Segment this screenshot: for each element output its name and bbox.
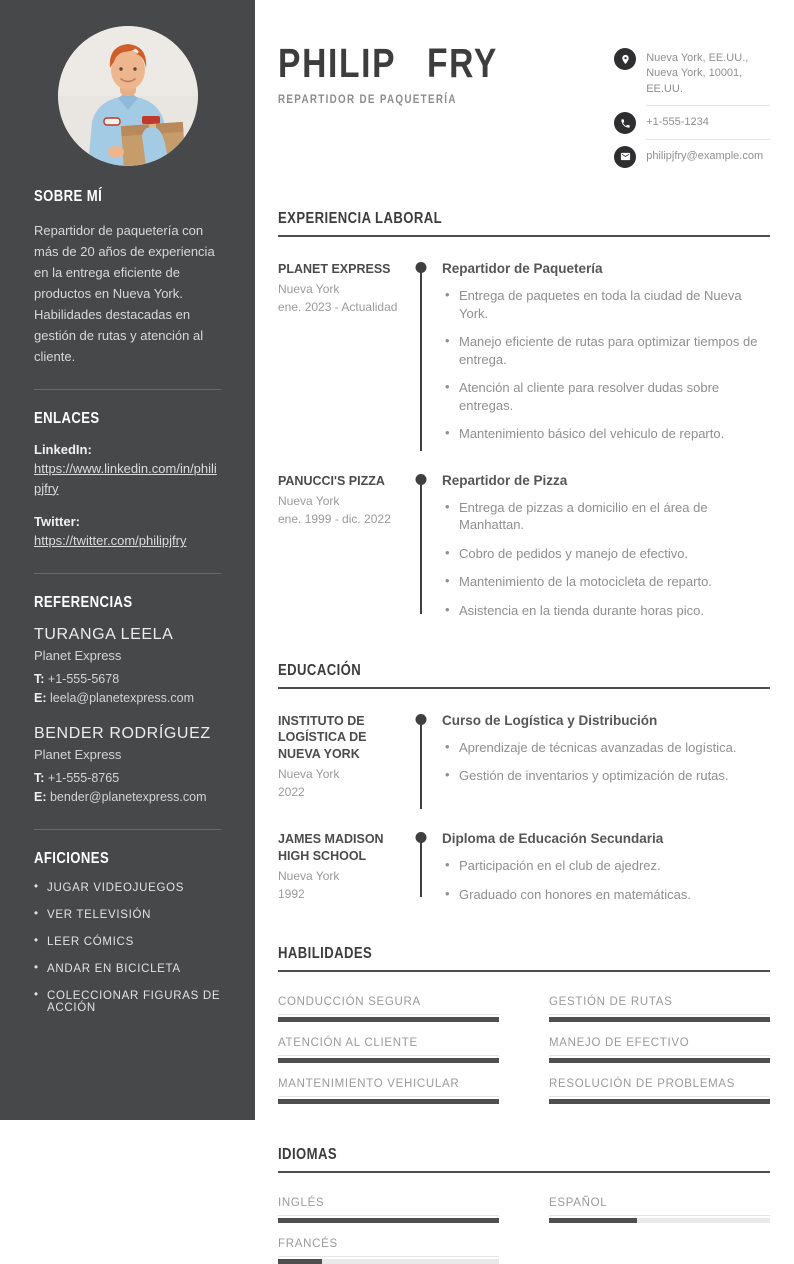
company-name: PLANET EXPRESS bbox=[278, 261, 391, 276]
reference-name: BENDER RODRÍGUEZ bbox=[34, 724, 211, 742]
languages-heading: IDIOMAS bbox=[278, 1146, 338, 1164]
job-meta bbox=[278, 261, 400, 443]
education-meta bbox=[278, 831, 400, 903]
phone-label: T: bbox=[34, 770, 45, 785]
contact-email: philipjfry@example.com bbox=[646, 149, 764, 162]
skill-label: GESTIÓN DE RUTAS bbox=[549, 996, 770, 1015]
skill-bar-fill bbox=[278, 1099, 499, 1104]
skill-item bbox=[278, 1037, 499, 1063]
language-label: FRANCÉS bbox=[278, 1238, 499, 1257]
skill-bar bbox=[278, 1017, 499, 1022]
job-bullet: • Mantenimiento básico del vehiculo de reparto. bbox=[442, 425, 770, 443]
degree-title: Curso de Logística y Distribución bbox=[442, 712, 658, 728]
skills-section bbox=[278, 945, 770, 1104]
reference-item bbox=[34, 725, 221, 808]
skill-bar bbox=[549, 1058, 770, 1063]
reference-name: TURANGA LEELA bbox=[34, 625, 174, 643]
skills-heading: HABILIDADES bbox=[278, 945, 373, 963]
school-name: INSTITUTO DE LOGÍSTICA DE NUEVA YORK bbox=[278, 713, 367, 762]
languages-grid bbox=[278, 1197, 770, 1264]
reference-email bbox=[34, 689, 221, 708]
timeline-marker bbox=[412, 261, 430, 443]
location-icon bbox=[614, 48, 636, 70]
language-bar bbox=[278, 1259, 499, 1264]
profile-photo-illustration bbox=[58, 26, 198, 166]
linkedin-link[interactable]: https://www.linkedin.com/in/philipjfry bbox=[34, 461, 217, 496]
skill-label: ATENCIÓN AL CLIENTE bbox=[278, 1037, 499, 1056]
skill-label: MANEJO DE EFECTIVO bbox=[549, 1037, 770, 1056]
skill-bar bbox=[278, 1058, 499, 1063]
sidebar-divider bbox=[34, 389, 221, 390]
section-rule bbox=[278, 1171, 770, 1173]
skill-bar bbox=[549, 1099, 770, 1104]
language-label: INGLÉS bbox=[278, 1197, 499, 1216]
references-section bbox=[34, 594, 221, 808]
sidebar bbox=[0, 0, 255, 1120]
skill-item bbox=[278, 996, 499, 1022]
link-item-linkedin bbox=[34, 442, 221, 498]
profile-photo bbox=[58, 26, 198, 166]
contact-row-email bbox=[614, 146, 770, 172]
phone-label: T: bbox=[34, 671, 45, 686]
skill-item bbox=[278, 1078, 499, 1104]
skill-bar-fill bbox=[278, 1017, 499, 1022]
phone-value: +1-555-5678 bbox=[47, 671, 120, 686]
job-location: Nueva York bbox=[278, 493, 340, 508]
skill-bar-fill bbox=[278, 1058, 499, 1063]
job-entry bbox=[278, 473, 770, 620]
education-meta bbox=[278, 713, 400, 802]
education-bullet: • Graduado con honores en matemáticas. bbox=[442, 886, 770, 904]
about-section bbox=[34, 188, 221, 367]
company-name: PANUCCI'S PIZZA bbox=[278, 473, 385, 488]
language-item bbox=[278, 1197, 499, 1223]
school-dates: 2022 bbox=[278, 785, 305, 800]
contact-row-phone bbox=[614, 112, 770, 145]
school-location: Nueva York bbox=[278, 767, 340, 782]
link-label: LinkedIn: bbox=[34, 442, 92, 458]
email-label: E: bbox=[34, 789, 47, 804]
twitter-link[interactable]: https://twitter.com/philipjfry bbox=[34, 533, 187, 549]
email-value: bender@planetexpress.com bbox=[49, 789, 207, 804]
contact-phone: +1-555-1234 bbox=[646, 112, 770, 139]
first-name: PHILIP bbox=[278, 40, 397, 86]
link-label: Twitter: bbox=[34, 514, 80, 530]
contact-location: Nueva York, EE.UU., Nueva York, 10001, EE.UU. bbox=[646, 48, 770, 106]
education-bullet: • Aprendizaje de técnicas avanzadas de logística. bbox=[442, 739, 770, 757]
reference-company: Planet Express bbox=[34, 746, 122, 762]
skill-item bbox=[549, 996, 770, 1022]
job-dates: ene. 2023 - Actualidad bbox=[278, 299, 398, 314]
reference-phone bbox=[34, 769, 221, 788]
position-title: Repartidor de Paquetería bbox=[442, 260, 603, 276]
phone-icon bbox=[614, 112, 636, 134]
job-bullet: • Entrega de paquetes en toda la ciudad de Nueva York. bbox=[442, 287, 770, 322]
job-detail bbox=[442, 261, 770, 443]
education-bullet: • Participación en el club de ajedrez. bbox=[442, 857, 770, 875]
hobbies-heading: AFICIONES bbox=[34, 850, 110, 868]
position-title: Repartidor de Pizza bbox=[442, 472, 568, 488]
phone-value: +1-555-8765 bbox=[47, 770, 120, 785]
links-heading: ENLACES bbox=[34, 410, 100, 428]
language-item bbox=[278, 1238, 499, 1264]
degree-title: Diploma de Educación Secundaria bbox=[442, 831, 664, 847]
job-detail bbox=[442, 473, 770, 620]
resume-header bbox=[278, 40, 770, 172]
language-bar-fill bbox=[278, 1259, 322, 1264]
school-dates: 1992 bbox=[278, 886, 305, 901]
link-item-twitter bbox=[34, 514, 221, 551]
section-rule bbox=[278, 687, 770, 689]
job-bullet: • Manejo eficiente de rutas para optimizar tiempos de entrega. bbox=[442, 333, 770, 368]
language-label: ESPAÑOL bbox=[549, 1197, 770, 1216]
job-bullet: • Mantenimiento de la motocicleta de reparto. bbox=[442, 573, 770, 591]
email-icon bbox=[614, 146, 636, 168]
education-detail bbox=[442, 831, 770, 903]
language-bar-fill bbox=[549, 1218, 637, 1223]
hobby-item: • COLECCIONAR FIGURAS DE ACCIÓN bbox=[34, 990, 221, 1014]
education-bullet: • Gestión de inventarios y optimización de rutas. bbox=[442, 767, 770, 785]
references-heading: REFERENCIAS bbox=[34, 593, 133, 611]
job-bullets bbox=[442, 499, 770, 620]
job-bullet: • Entrega de pizzas a domicilio en el área de Manhattan. bbox=[442, 499, 770, 534]
hobbies-section bbox=[34, 850, 221, 1014]
job-entry bbox=[278, 261, 770, 473]
name-block bbox=[278, 40, 614, 172]
skill-bar-fill bbox=[549, 1017, 770, 1022]
education-heading: EDUCACIÓN bbox=[278, 661, 362, 679]
hobby-item: • ANDAR EN BICICLETA bbox=[34, 963, 221, 975]
job-bullet: • Asistencia en la tienda durante horas pico. bbox=[442, 602, 770, 620]
main-content bbox=[255, 0, 794, 1251]
reference-item bbox=[34, 626, 221, 709]
skill-label: RESOLUCIÓN DE PROBLEMAS bbox=[549, 1078, 770, 1097]
education-entry bbox=[278, 713, 770, 832]
timeline-marker bbox=[412, 713, 430, 802]
sidebar-divider bbox=[34, 829, 221, 830]
languages-section bbox=[278, 1146, 770, 1264]
language-bar-fill bbox=[278, 1218, 499, 1223]
experience-section bbox=[278, 210, 770, 620]
education-detail bbox=[442, 713, 770, 802]
skill-bar bbox=[278, 1099, 499, 1104]
skill-item bbox=[549, 1078, 770, 1104]
section-rule bbox=[278, 235, 770, 237]
sidebar-divider bbox=[34, 573, 221, 574]
hobby-item: • JUGAR VIDEOJUEGOS bbox=[34, 882, 221, 894]
contact-block bbox=[614, 48, 770, 172]
job-bullet: • Atención al cliente para resolver dudas sobre entregas. bbox=[442, 379, 770, 414]
education-bullets bbox=[442, 857, 770, 903]
links-section bbox=[34, 410, 221, 551]
about-text: Repartidor de paquetería con más de 20 años de experiencia en la entrega eficiente de productos en Nueva York. Habilidades destacadas en gestión de rutas y atención al cliente. bbox=[34, 223, 215, 365]
language-bar bbox=[549, 1218, 770, 1223]
education-section bbox=[278, 662, 770, 904]
hobby-item: • VER TELEVISIÓN bbox=[34, 909, 221, 921]
language-bar bbox=[278, 1218, 499, 1223]
email-label: E: bbox=[34, 691, 47, 706]
section-rule bbox=[278, 970, 770, 972]
education-bullets bbox=[442, 739, 770, 785]
contact-row-location bbox=[614, 48, 770, 112]
about-heading: SOBRE MÍ bbox=[34, 188, 103, 205]
last-name: FRY bbox=[426, 40, 498, 86]
skill-item bbox=[549, 1037, 770, 1063]
job-meta bbox=[278, 473, 400, 620]
education-entry bbox=[278, 831, 770, 903]
school-name: JAMES MADISON HIGH SCHOOL bbox=[278, 832, 384, 864]
job-title: REPARTIDOR DE PAQUETERÍA bbox=[278, 92, 457, 107]
reference-email bbox=[34, 788, 221, 807]
skill-bar-fill bbox=[549, 1058, 770, 1063]
skill-bar bbox=[549, 1017, 770, 1022]
skill-bar-fill bbox=[549, 1099, 770, 1104]
skill-label: MANTENIMIENTO VEHICULAR bbox=[278, 1078, 499, 1097]
hobby-list bbox=[34, 882, 221, 1014]
job-dates: ene. 1999 - dic. 2022 bbox=[278, 511, 391, 526]
reference-company: Planet Express bbox=[34, 647, 122, 663]
hobby-item: • LEER CÓMICS bbox=[34, 936, 221, 948]
job-bullets bbox=[442, 287, 770, 443]
timeline-marker bbox=[412, 473, 430, 620]
language-item bbox=[549, 1197, 770, 1223]
skill-label: CONDUCCIÓN SEGURA bbox=[278, 996, 499, 1015]
timeline-marker bbox=[412, 831, 430, 903]
job-location: Nueva York bbox=[278, 281, 340, 296]
experience-heading: EXPERIENCIA LABORAL bbox=[278, 209, 443, 227]
email-value: leela@planetexpress.com bbox=[49, 691, 194, 706]
reference-phone bbox=[34, 670, 221, 689]
school-location: Nueva York bbox=[278, 868, 340, 883]
skills-grid bbox=[278, 996, 770, 1104]
job-bullet: • Cobro de pedidos y manejo de efectivo. bbox=[442, 545, 770, 563]
